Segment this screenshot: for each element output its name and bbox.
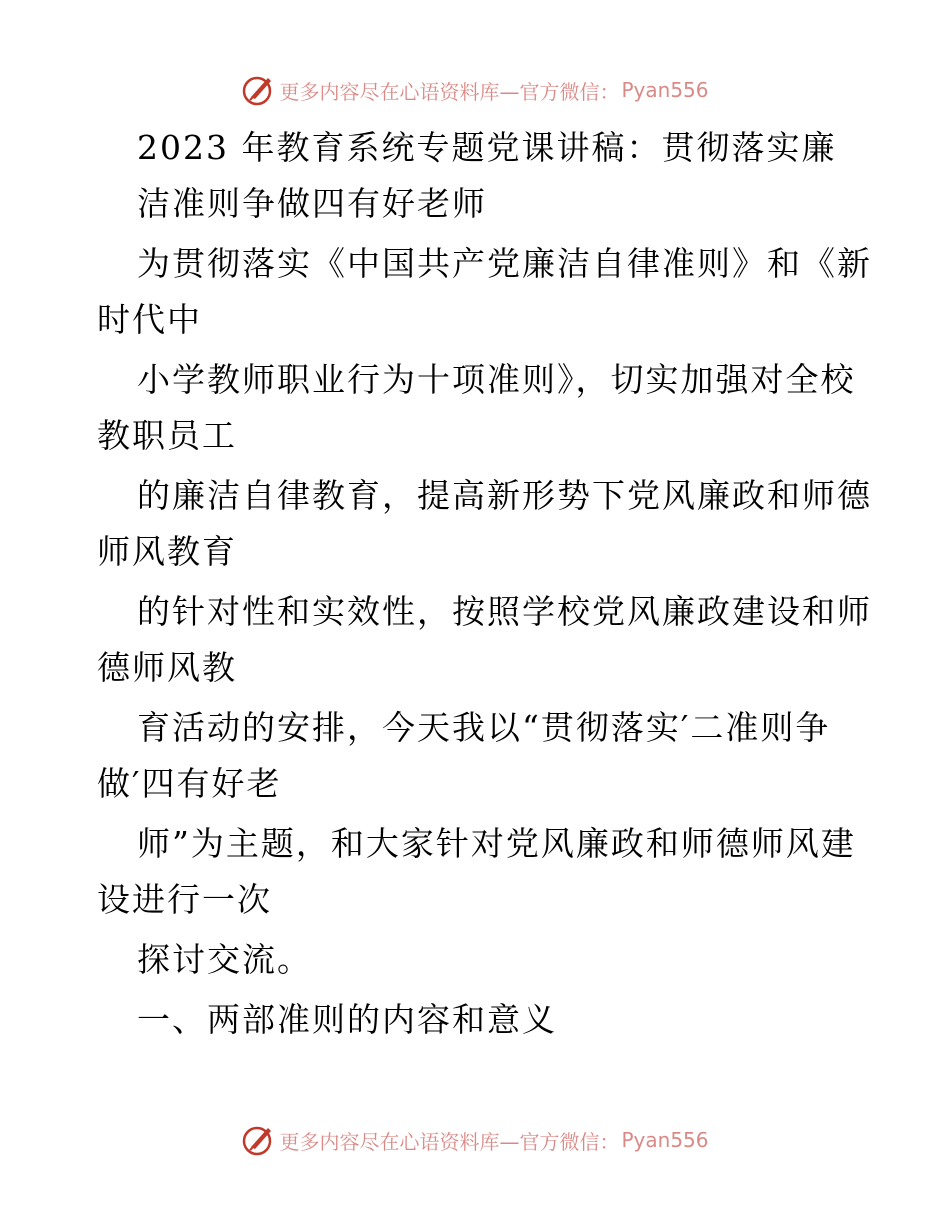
body-line: 时代中 (97, 300, 202, 339)
body-line: 小学教师职业行为十项准则》，切实加强对全校 (137, 360, 856, 399)
body-line: 设进行一次 (97, 880, 272, 919)
body-line: 探讨交流。 (137, 940, 312, 979)
quill-logo-icon (241, 1123, 275, 1157)
footer-watermark (0, 1120, 950, 1160)
quill-logo-icon (241, 73, 275, 107)
watermark-text: 更多内容尽在心语资料库—官方微信： (279, 79, 620, 104)
body-line: 做′四有好老 (97, 764, 282, 803)
body-line: 教职员工 (97, 416, 237, 455)
body-line: 师风教育 (97, 532, 237, 571)
body-line: 的廉洁自律教育，提高新形势下党风廉政和师德 (137, 476, 872, 515)
body-line: 育活动的安排，今天我以“贯彻落实′二准则争 (137, 708, 831, 747)
body-line: 师”为主题，和大家针对党风廉政和师德师风建 (137, 824, 856, 863)
body-line: 的针对性和实效性，按照学校党风廉政建设和师 (137, 592, 872, 631)
section-heading: 一、两部准则的内容和意义 (137, 1000, 557, 1039)
body-line: 德师风教 (97, 648, 237, 687)
watermark-contact: Pyan556 (621, 78, 709, 102)
body-line: 为贯彻落实《中国共产党廉洁自律准则》和《新 (137, 244, 872, 283)
watermark-text: 更多内容尽在心语资料库—官方微信： (279, 1129, 620, 1154)
watermark-contact: Pyan556 (621, 1128, 709, 1152)
title-line-2: 洁准则争做四有好老师 (137, 184, 487, 223)
header-watermark (0, 70, 950, 110)
title-line-1: 2023 年教育系统专题党课讲稿：贯彻落实廉 (137, 128, 837, 167)
